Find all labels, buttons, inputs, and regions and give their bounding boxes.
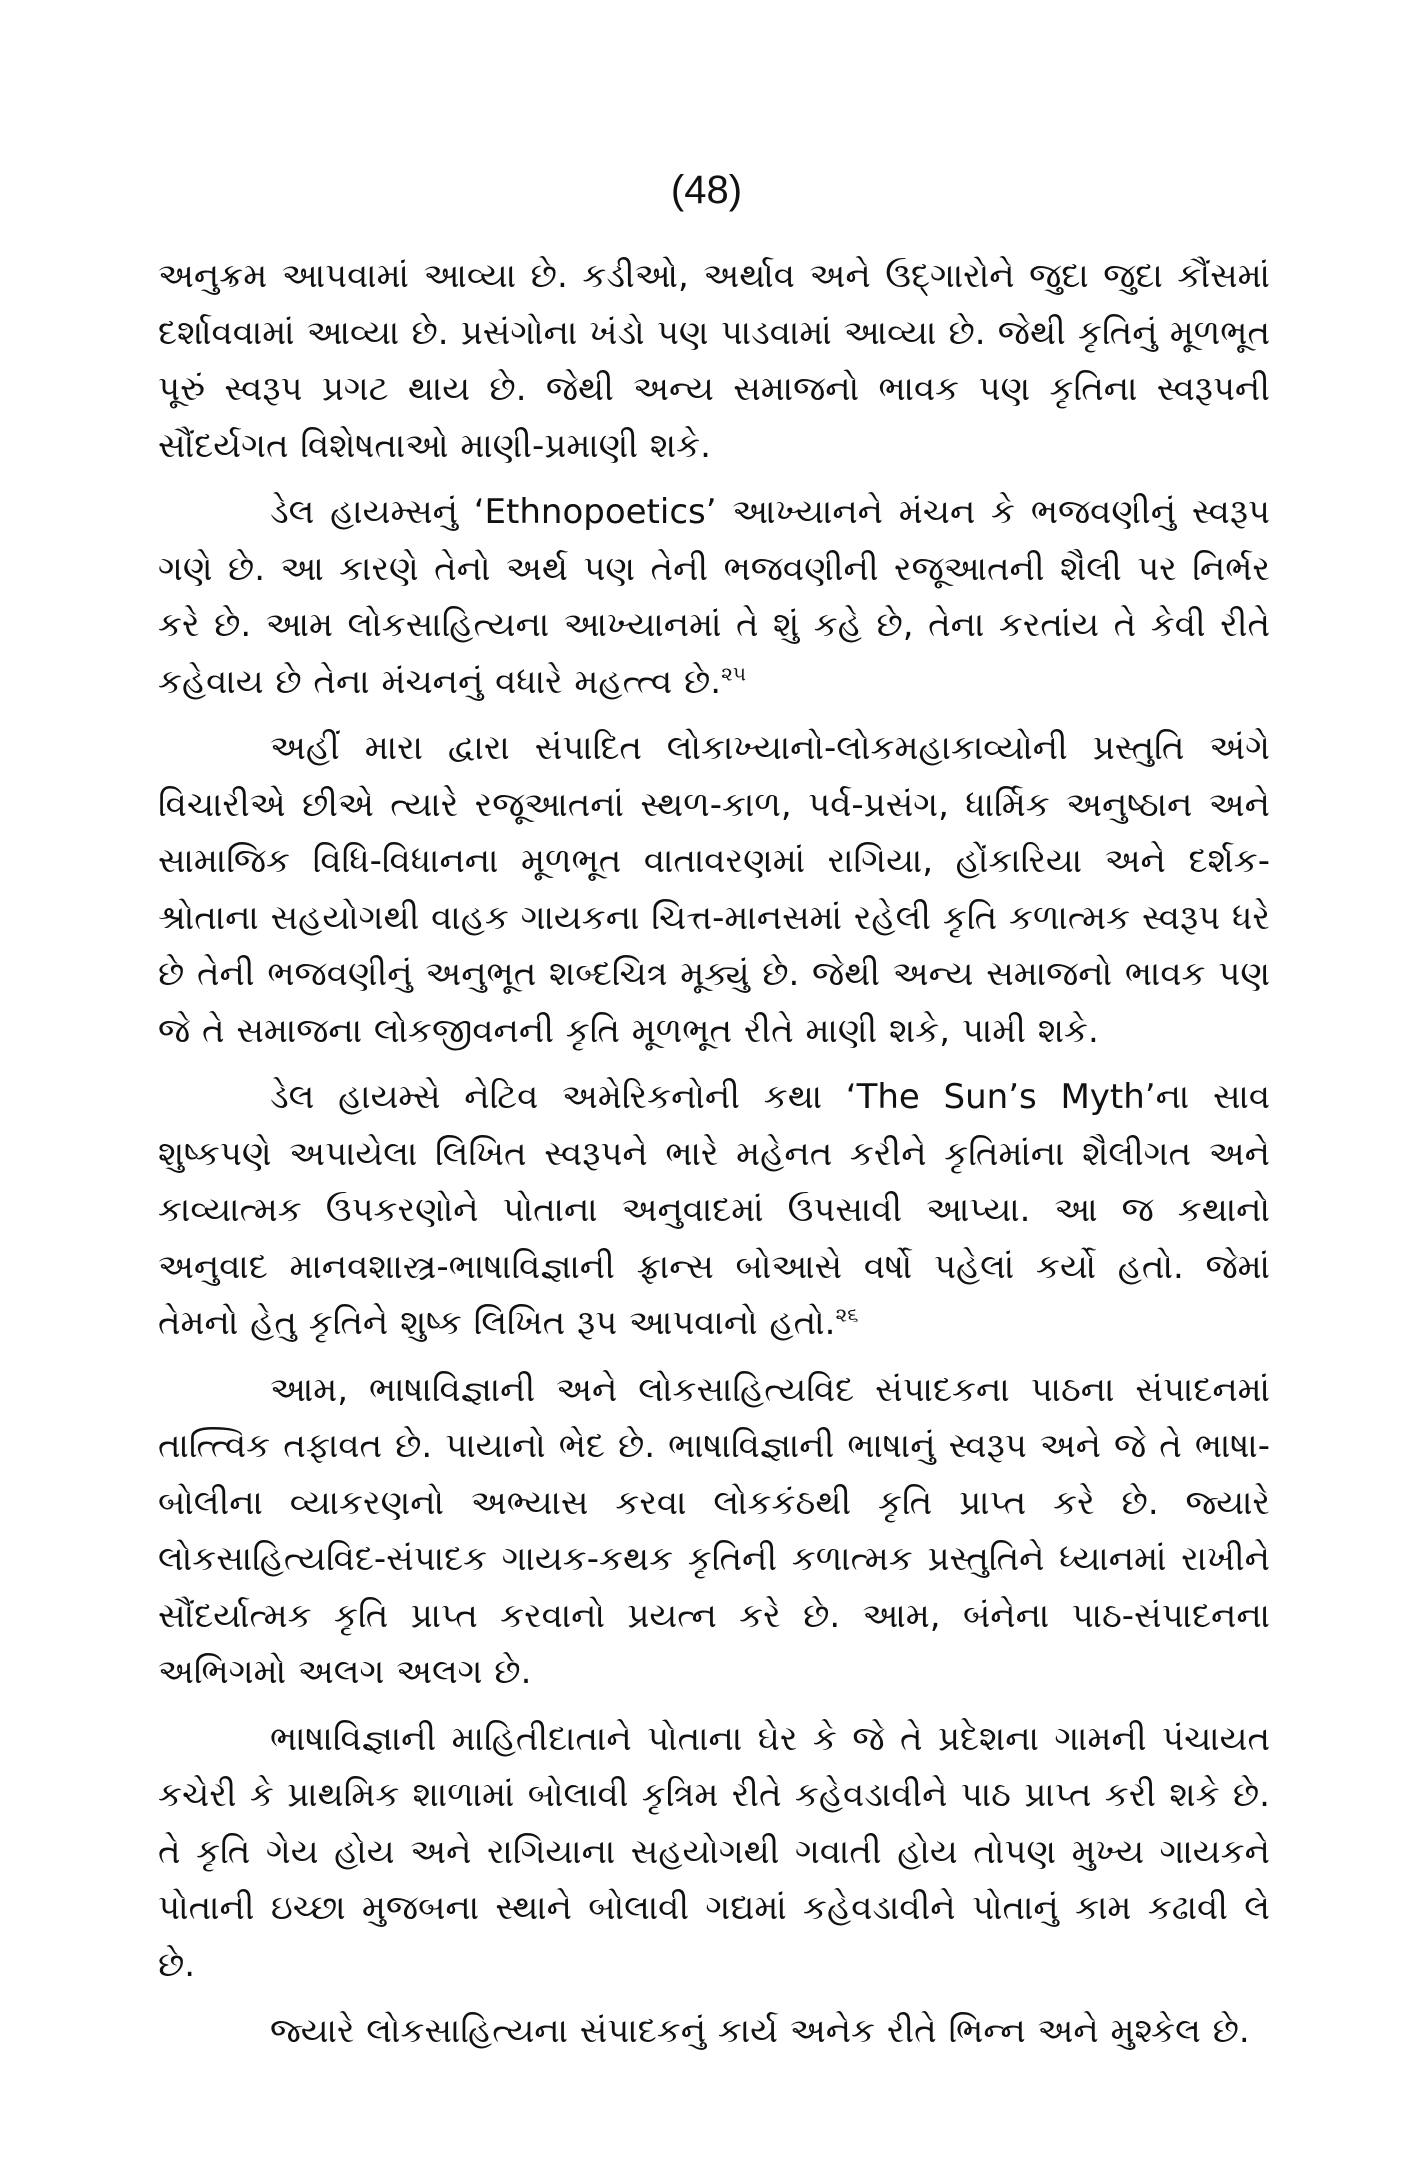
- footnote-marker: ૨૫: [721, 661, 746, 686]
- paragraph-text: ભાષાવિજ્ઞાની માહિતીદાતાને પોતાના ઘેર કે જે તે પ્રદેશના ગામની પંચાયત કચેરી કે પ્રાથમિક શાળામાં બોલાવી કૃત્રિમ રીતે કહેવડાવીને પાઠ પ્રાપ્ત કરી શકે છે. તે કૃતિ ગેય હોય અને રાગિયાના સહયોગથી ગવાતી હોય તોપણ મુખ્ય ગાયકને પોતાની ઇચ્છા મુજબના સ્થાને બોલાવી ગદ્યમાં કહેવડાવીને પોતાનું કામ કઢાવી લે છે.: [158, 1718, 1270, 1985]
- paragraph-text: ડેલ હાયમ્સે નેટિવ અમેરિકનોની કથા ‘The Sun’s Myth’ના સાવ શુષ્કપણે અપાયેલા લિખિત સ્વરૂપને ભારે મહેનત કરીને કૃતિમાંના શૈલીગત અને કાવ્યાત્મક ઉપકરણોને પોતાના અનુવાદમાં ઉપસાવી આપ્યા. આ જ કથાનો અનુવાદ માનવશાસ્ત્ર-ભાષાવિજ્ઞાની ફ્રાન્સ બોઆસે વર્ષો પહેલાં કર્યો હતો. જેમાં તેમનો હેતુ કૃતિને શુષ્ક લિખિત રૂપ આપવાનો હતો.: [158, 1077, 1270, 1343]
- paragraph: [158, 1362, 1270, 1701]
- paragraph-text: જ્યારે લોકસાહિત્યના સંપાદકનું કાર્ય અનેક રીતે ભિન્ન અને મુશ્કેલ છે.: [270, 2011, 1250, 2051]
- paragraph-text: ડેલ હાયમ્સનું ‘Ethnopoetics’ આખ્યાનને મંચન કે ભજવણીનું સ્વરૂપ ગણે છે. આ કારણે તેનો અર્થ પણ તેની ભજવણીની રજૂઆતની શૈલી પર નિર્ભર કરે છે. આમ લોકસાહિત્યના આખ્યાનમાં તે શું કહે છે, તેના કરતાંય તે કેવી રીતે કહેવાય છે તેના મંચનનું વધારે મહત્ત્વ છે.: [158, 492, 1270, 702]
- paragraph: [158, 2003, 1270, 2060]
- paragraph: [158, 484, 1270, 710]
- paragraph: [158, 248, 1270, 474]
- body-text: [158, 248, 1270, 2070]
- page-number: (48): [670, 168, 743, 212]
- paragraph-text: અનુક્રમ આપવામાં આવ્યા છે. કડીઓ, અર્થાવ અને ઉદ્ગારોને જુદા જુદા કૌંસમાં દર્શાવવામાં આવ્યા છે. પ્રસંગોના ખંડો પણ પાડવામાં આવ્યા છે. જેથી કૃતિનું મૂળભૂત પૂરું સ્વરૂપ પ્રગટ થાય છે. જેથી અન્ય સમાજનો ભાવક પણ કૃતિના સ્વરૂપની સૌંદર્યગત વિશેષતાઓ માણી-પ્રમાણી શકે.: [158, 256, 1270, 466]
- footnote-marker: ૨૬: [835, 1302, 859, 1327]
- paragraph: [158, 720, 1270, 1059]
- paragraph: [158, 1711, 1270, 1994]
- paragraph-text: અહીં મારા દ્વારા સંપાદિત લોકાખ્યાનો-લોકમહાકાવ્યોની પ્રસ્તુતિ અંગે વિચારીએ છીએ ત્યારે રજૂઆતનાં સ્થળ-કાળ, પર્વ-પ્રસંગ, ધાર્મિક અનુષ્ઠાન અને સામાજિક વિધિ-વિધાનના મૂળભૂત વાતાવરણમાં રાગિયા, હોંકારિયા અને દર્શક-શ્રોતાના સહયોગથી વાહક ગાયકના ચિત્ત-માનસમાં રહેલી કૃતિ કળાત્મક સ્વરૂપ ધરે છે તેની ભજવણીનું અનુભૂત શબ્દચિત્ર મૂક્યું છે. જેથી અન્ય સમાજનો ભાવક પણ જે તે સમાજના લોકજીવનની કૃતિ મૂળભૂત રીતે માણી શકે, પામી શકે.: [158, 728, 1270, 1051]
- paragraph: [158, 1069, 1270, 1352]
- paragraph-text: આમ, ભાષાવિજ્ઞાની અને લોકસાહિત્યવિદ સંપાદકના પાઠના સંપાદનમાં તાત્ત્વિક તફાવત છે. પાયાનો ભેદ છે. ભાષાવિજ્ઞાની ભાષાનું સ્વરૂપ અને જે તે ભાષા-બોલીના વ્યાકરણનો અભ્યાસ કરવા લોકકંઠથી કૃતિ પ્રાપ્ત કરે છે. જ્યારે લોકસાહિત્યવિદ-સંપાદક ગાયક-કથક કૃતિની કળાત્મક પ્રસ્તુતિને ધ્યાનમાં રાખીને સૌંદર્યાત્મક કૃતિ પ્રાપ્ત કરવાનો પ્રયત્ન કરે છે. આમ, બંનેના પાઠ-સંપાદનના અભિગમો અલગ અલગ છે.: [158, 1369, 1270, 1692]
